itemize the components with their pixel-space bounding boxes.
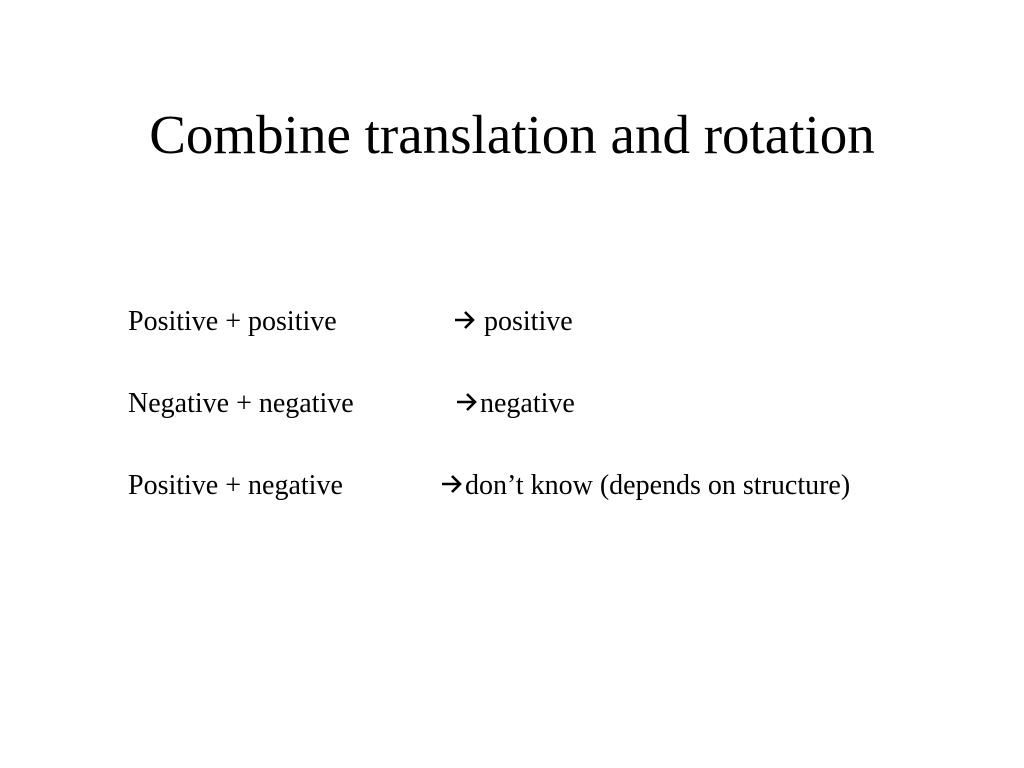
- rule-result: positive: [484, 306, 573, 337]
- rule-result: negative: [480, 388, 575, 419]
- rule-result: don’t know (depends on structure): [465, 470, 851, 501]
- right-arrow-icon: [441, 474, 463, 494]
- rule-outcome: [456, 387, 575, 421]
- rule-outcome: [441, 469, 850, 503]
- right-arrow-icon: [454, 310, 476, 330]
- slide-title: Combine translation and rotation: [149, 104, 875, 165]
- rule-outcome: [454, 305, 573, 339]
- right-arrow-icon: [456, 392, 478, 412]
- rule-condition: Positive + positive: [128, 306, 337, 337]
- rule-condition: Negative + negative: [128, 388, 354, 419]
- rule-condition: Positive + negative: [128, 470, 343, 501]
